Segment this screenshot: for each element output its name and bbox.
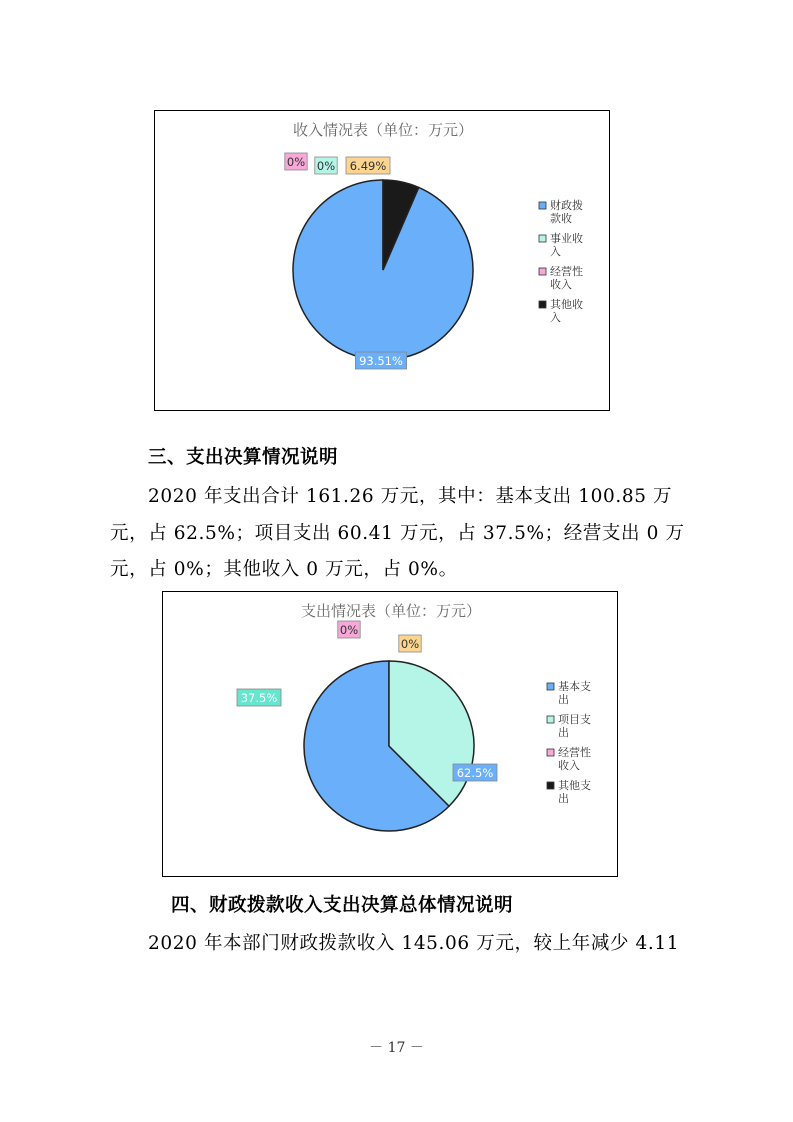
legend-swatch-2 (539, 235, 546, 242)
legend-label-2-line-2: 入 (550, 245, 561, 258)
data-label-4: 0% (400, 637, 420, 651)
data-label-1: 62.5% (456, 766, 494, 780)
legend-swatch-1 (547, 683, 554, 690)
income-pie-chart (154, 110, 610, 411)
legend-swatch-3 (539, 268, 546, 275)
legend-label-1-line-2: 出 (558, 693, 569, 706)
legend-label-4-line-1: 其他支 (558, 779, 591, 792)
legend-label-1-line-1: 基本支 (558, 680, 591, 693)
data-label-3: 0% (286, 155, 306, 169)
paragraph-expenditure-line-2: 元，占 62.5%；项目支出 60.41 万元，占 37.5%；经营支出 0 万 (110, 523, 685, 544)
data-label-2: 37.5% (240, 691, 278, 705)
legend-label-4-line-1: 其他收 (550, 298, 583, 311)
expenditure-pie-chart (162, 591, 618, 877)
legend-label-3-line-2: 收入 (550, 278, 572, 291)
legend-label-2-line-2: 出 (558, 726, 569, 739)
legend-label-4-line-2: 入 (550, 311, 561, 324)
data-label-1: 93.51% (359, 354, 403, 368)
legend-label-2-line-1: 项目支 (558, 713, 591, 726)
legend-label-1-line-2: 款收 (550, 212, 572, 225)
paragraph-expenditure-line-1: 2020 年支出合计 161.26 万元，其中：基本支出 100.85 万 (148, 486, 673, 507)
paragraph-expenditure-line-3: 元，占 0%；其他收入 0 万元，占 0%。 (110, 559, 458, 580)
legend-label-2-line-1: 事业收 (550, 232, 583, 245)
legend-swatch-2 (547, 716, 554, 723)
legend-swatch-3 (547, 749, 554, 756)
data-label-3: 0% (339, 623, 359, 637)
income-pie-svg (155, 111, 611, 412)
legend-label-4-line-2: 出 (558, 792, 569, 805)
legend-swatch-4 (547, 782, 554, 789)
legend-swatch-4 (539, 301, 546, 308)
heading-expenditure: 三、支出决算情况说明 (148, 447, 339, 468)
expenditure-pie-svg (163, 592, 619, 878)
legend-swatch-1 (539, 202, 546, 209)
paragraph-fiscal-line-1: 2020 年本部门财政拨款收入 145.06 万元，较上年减少 4.11 (148, 933, 680, 954)
chart-title: 收入情况表（单位：万元） (292, 121, 474, 139)
legend-label-3-line-1: 经营性 (550, 265, 583, 278)
chart-title: 支出情况表（单位：万元） (300, 602, 482, 620)
data-label-4: 6.49% (349, 159, 387, 173)
page-number: － 17 － (369, 1040, 424, 1056)
data-label-2: 0% (316, 159, 336, 173)
legend-label-3-line-2: 收入 (558, 759, 580, 772)
legend-label-1-line-1: 财政拨 (550, 199, 583, 212)
legend-label-3-line-1: 经营性 (558, 746, 591, 759)
heading-fiscal-overview: 四、财政拨款收入支出决算总体情况说明 (171, 895, 514, 916)
